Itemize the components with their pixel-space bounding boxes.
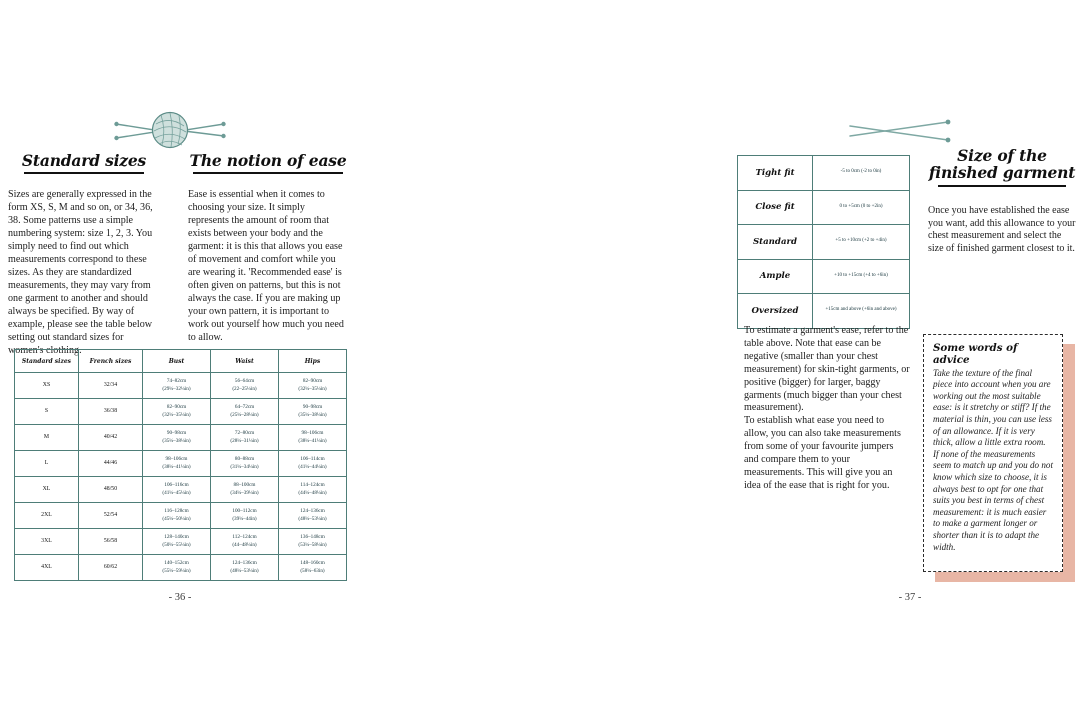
heading-notion-of-ease xyxy=(180,152,356,174)
waist-in: (44–48¼in) xyxy=(232,541,257,548)
advice-body xyxy=(933,368,1053,554)
hips-in: (53¼–58¼in) xyxy=(298,541,327,548)
standard-size-value: L xyxy=(44,459,49,466)
table-row xyxy=(15,373,347,399)
cell-bust xyxy=(143,477,211,503)
hips-cm: 114–124cm xyxy=(300,482,325,489)
hips-in: (32¼–35¼in) xyxy=(298,385,327,392)
heading-rule xyxy=(24,172,144,174)
ease-value: -5 to 0cm (-2 to 0in) xyxy=(813,156,910,191)
standard-size-value: 3XL xyxy=(41,537,52,544)
advice-paragraph-1: Take the texture of the final piece into account when you are working out the most suitable ease: is it stretchy or stiff? If the material is thin, you can use less of an allowance. If it is very thick, allow a little extra room. xyxy=(933,367,1052,448)
cell-waist xyxy=(211,399,279,425)
cell-hips xyxy=(279,503,347,529)
cell-hips xyxy=(279,529,347,555)
ease-label: Close fit xyxy=(738,190,813,225)
bust-cm: 116–128cm xyxy=(164,508,189,515)
hips-in: (58¼–63in) xyxy=(300,567,325,574)
cell-french-size xyxy=(79,503,143,529)
ease-table-row xyxy=(738,294,910,329)
cell-waist xyxy=(211,555,279,581)
ease-value: 0 to +5cm (0 to +2in) xyxy=(813,190,910,225)
waist-in: (48¼–53¼in) xyxy=(230,567,259,574)
estimate-paragraph-1: To estimate a garment's ease, refer to the table above. Note that ease can be negative (smaller than your chest measurement) for skin-tight garments, or positive (bigger) for larger, baggy garments (much bigger than your chest measurement). xyxy=(744,325,910,414)
hips-cm: 136–148cm xyxy=(300,534,325,541)
cell-hips xyxy=(279,425,347,451)
ease-value: +5 to +10cm (+2 to +4in) xyxy=(813,225,910,260)
ease-table-row xyxy=(738,259,910,294)
standard-size-value: M xyxy=(43,433,50,440)
cell-french-size xyxy=(79,399,143,425)
table-row xyxy=(15,451,347,477)
french-size-value: 32/34 xyxy=(103,381,118,388)
column-header-french-sizes: French sizes xyxy=(79,350,143,373)
heading-standard-sizes-text: Standard sizes xyxy=(21,151,147,170)
bust-in: (35¼–38¼in) xyxy=(162,437,191,444)
column-header-hips: Hips xyxy=(279,350,347,373)
waist-cm: 124–136cm xyxy=(232,560,257,567)
heading-line-2: finished garment xyxy=(928,163,1076,183)
waist-cm: 112–124cm xyxy=(232,534,257,541)
heading-line-1: Size of the xyxy=(957,146,1047,165)
heading-standard-sizes xyxy=(8,152,160,174)
cell-bust xyxy=(143,451,211,477)
waist-cm: 80–88cm xyxy=(234,456,255,463)
hips-in: (41¼–44¼in) xyxy=(298,463,327,470)
body-text-notion-of-ease: Ease is essential when it comes to choosing your size. It simply represents the amount of room that exists between your body and the garment: it is this that allows you ease of movement and comfort while you are wearing it. 'Recommended ease' is often given on patterns, but this is not always the case. If you are making up your own pattern, it is important to work out yourself how much you need to allow. xyxy=(188,189,344,343)
table-row xyxy=(15,555,347,581)
waist-cm: 72–80cm xyxy=(234,430,255,437)
ease-table-row xyxy=(738,190,910,225)
ease-value: +15cm and above (+6in and above) xyxy=(813,294,910,329)
cell-standard-size xyxy=(15,503,79,529)
cell-bust xyxy=(143,555,211,581)
ease-table-row xyxy=(738,225,910,260)
cell-french-size xyxy=(79,425,143,451)
cell-standard-size xyxy=(15,399,79,425)
cell-hips xyxy=(279,451,347,477)
cell-bust xyxy=(143,503,211,529)
cell-french-size xyxy=(79,555,143,581)
heading-rule xyxy=(193,172,343,174)
cell-hips xyxy=(279,555,347,581)
waist-in: (39¼–44in) xyxy=(232,515,257,522)
french-size-value: 36/38 xyxy=(103,407,118,414)
ease-label: Oversized xyxy=(738,294,813,329)
cell-standard-size xyxy=(15,373,79,399)
advice-paragraph-2: If none of the measurements seem to match up and you do not know which size to choose, it is always best to opt for one that suits you best in terms of chest measurement: it is much easier to make a garment longer or shorter than it is to adapt the width. xyxy=(933,448,1053,552)
standard-size-value: S xyxy=(44,407,49,414)
hips-in: (44¼–48¼in) xyxy=(298,489,327,496)
cell-french-size xyxy=(79,451,143,477)
table-row xyxy=(15,425,347,451)
standard-size-value: 4XL xyxy=(41,563,52,570)
cell-waist xyxy=(211,425,279,451)
table-row xyxy=(15,477,347,503)
table-row xyxy=(15,399,347,425)
bust-cm: 82–90cm xyxy=(166,404,187,411)
body-text-standard-sizes: Sizes are generally expressed in the form XS, S, M and so on, or 34, 36, 38. Some patterns use a simple numbering system: size 1, 2, 3. You simply need to find out which measurements correspond to these sizes. As they are standardized measurements, they may vary from one garment to another and should always be specified. By way of example, please see the table below setting out standard sizes for women's clothing. xyxy=(8,189,153,356)
waist-cm: 100–112cm xyxy=(232,508,257,515)
bust-cm: 106–116cm xyxy=(164,482,189,489)
french-size-value: 56/58 xyxy=(103,537,118,544)
cell-hips xyxy=(279,477,347,503)
bust-cm: 74–82cm xyxy=(166,378,187,385)
standard-size-value: 2XL xyxy=(41,511,52,518)
bust-in: (50¼–55¼in) xyxy=(162,541,191,548)
standard-size-value: XS xyxy=(42,381,51,388)
cell-standard-size xyxy=(15,451,79,477)
french-size-value: 60/62 xyxy=(103,563,118,570)
cell-standard-size xyxy=(15,477,79,503)
bust-cm: 90–98cm xyxy=(166,430,187,437)
cell-bust xyxy=(143,399,211,425)
table-row xyxy=(15,529,347,555)
waist-cm: 88–100cm xyxy=(233,482,256,489)
ease-label: Tight fit xyxy=(738,156,813,191)
waist-in: (25¼–28¼in) xyxy=(230,411,259,418)
page-number-right: - 37 - xyxy=(898,592,922,603)
advice-callout-box xyxy=(923,334,1063,572)
french-size-value: 52/54 xyxy=(103,511,118,518)
bust-in: (38¼–41¼in) xyxy=(162,463,191,470)
hips-in: (35¼–38¼in) xyxy=(298,411,327,418)
hips-cm: 148–160cm xyxy=(300,560,325,567)
heading-size-of-finished-garment xyxy=(928,147,1076,187)
cell-standard-size xyxy=(15,529,79,555)
waist-in: (22–25¼in) xyxy=(232,385,257,392)
right-page xyxy=(360,0,1076,720)
heading-notion-of-ease-text: The notion of ease xyxy=(189,151,347,170)
waist-in: (31¼–34¼in) xyxy=(230,463,259,470)
ease-table xyxy=(737,155,910,329)
page-number-left: - 36 - xyxy=(168,592,192,603)
cell-waist xyxy=(211,373,279,399)
bust-in: (45¼–50¼in) xyxy=(162,515,191,522)
ease-label: Standard xyxy=(738,225,813,260)
cell-waist xyxy=(211,529,279,555)
waist-in: (28¼–31¼in) xyxy=(230,437,259,444)
french-size-value: 48/50 xyxy=(103,485,118,492)
bust-in: (32¼–35¼in) xyxy=(162,411,191,418)
bust-in: (41¼–45¼in) xyxy=(162,489,191,496)
cell-waist xyxy=(211,503,279,529)
hips-cm: 98–106cm xyxy=(301,430,324,437)
hips-cm: 124–136cm xyxy=(300,508,325,515)
hips-cm: 106–114cm xyxy=(300,456,325,463)
left-page xyxy=(0,0,360,720)
bust-in: (55¼–59¼in) xyxy=(162,567,191,574)
waist-cm: 56–64cm xyxy=(234,378,255,385)
cell-bust xyxy=(143,425,211,451)
table-row xyxy=(15,503,347,529)
body-text-estimate-ease xyxy=(744,325,910,493)
cell-waist xyxy=(211,451,279,477)
cell-french-size xyxy=(79,477,143,503)
cell-hips xyxy=(279,399,347,425)
french-size-value: 44/46 xyxy=(103,459,118,466)
table-header-row xyxy=(15,350,347,373)
standard-sizes-table xyxy=(14,349,347,581)
ease-label: Ample xyxy=(738,259,813,294)
hips-cm: 90–98cm xyxy=(302,404,323,411)
french-size-value: 40/42 xyxy=(103,433,118,440)
cell-waist xyxy=(211,477,279,503)
estimate-paragraph-2: To establish what ease you need to allow, you can also take measurements from some of your favourite jumpers and compare them to your measurements. This will give you an idea of the ease that is right for you. xyxy=(744,415,901,491)
hips-cm: 82–90cm xyxy=(302,378,323,385)
bust-cm: 98–106cm xyxy=(165,456,188,463)
cell-standard-size xyxy=(15,555,79,581)
bust-cm: 140–152cm xyxy=(164,560,189,567)
cell-hips xyxy=(279,373,347,399)
cell-french-size xyxy=(79,529,143,555)
waist-in: (34¼–39¼in) xyxy=(230,489,259,496)
ease-value: +10 to +15cm (+4 to +6in) xyxy=(813,259,910,294)
heading-rule xyxy=(938,185,1066,187)
cell-french-size xyxy=(79,373,143,399)
waist-cm: 64–72cm xyxy=(234,404,255,411)
hips-in: (48¼–53¼in) xyxy=(298,515,327,522)
hips-in: (38¼–41¼in) xyxy=(298,437,327,444)
bust-cm: 128–140cm xyxy=(164,534,189,541)
advice-title: Some words of advice xyxy=(933,342,1018,366)
yarn-ball-with-needles-icon xyxy=(108,104,232,156)
column-header-waist: Waist xyxy=(211,350,279,373)
cell-bust xyxy=(143,373,211,399)
bust-in: (29¼–32¼in) xyxy=(162,385,191,392)
column-header-bust: Bust xyxy=(143,350,211,373)
body-text-finished-garment: Once you have established the ease you want, add this allowance to your chest measurement and select the size of finished garment closest to it. xyxy=(928,205,1076,254)
cell-bust xyxy=(143,529,211,555)
standard-size-value: XL xyxy=(42,485,51,492)
ease-table-row xyxy=(738,156,910,191)
cell-standard-size xyxy=(15,425,79,451)
column-header-standard-sizes: Standard sizes xyxy=(15,350,79,373)
